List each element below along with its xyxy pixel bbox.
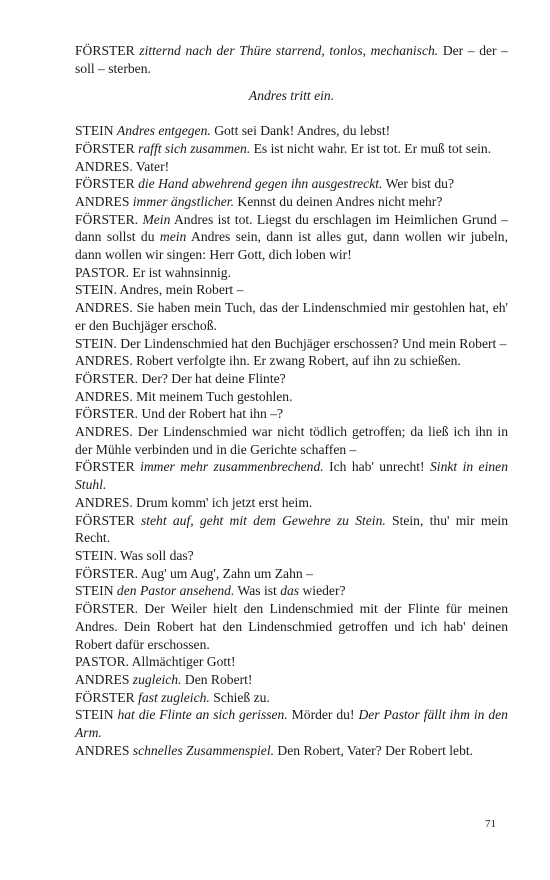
spoken-text: STEIN. Andres, mein Robert – [75,282,244,298]
spoken-text: FÖRSTER [75,459,141,475]
dialogue-line [75,370,508,388]
dialogue-line [75,458,508,493]
stage-direction: immer ängstlicher. [132,193,234,209]
spoken-text: Schieß zu. [209,689,270,705]
spoken-text: FÖRSTER [75,140,139,156]
stage-direction: mein [159,229,187,245]
spoken-text: FÖRSTER [75,689,139,705]
dialogue-line [75,158,508,176]
stage-direction: Mein [142,211,171,227]
spoken-text: FÖRSTER [75,176,139,192]
spoken-text: Was ist [234,583,281,599]
dialogue-line [75,175,508,193]
dialogue-line [75,299,508,334]
spoken-text: STEIN [75,123,117,139]
dialogue-line [75,689,508,707]
spoken-text: wieder? [299,583,346,599]
spoken-text: Gott sei Dank! Andres, du lebst! [210,123,391,139]
stage-direction: steht auf, geht mit dem Gewehre zu Stein. [140,512,386,528]
stage-direction: das [280,583,300,599]
spoken-text: FÖRSTER. Der Weiler hielt den Lindenschmied mit der Flinte für meinen Andres. Dein Robert hat den Lindenschmied getroffen und ich hab' deinen Robert dafür erschossen. [75,601,508,652]
dialogue-line [75,742,508,760]
spoken-text: Andres ist tot. Liegst du erschlagen im Heimlichen Grund – dann sollst du [75,211,508,245]
spoken-text: Ich hab' unrecht! [323,459,430,475]
spoken-text: PASTOR. Allmächtiger Gott! [75,654,236,670]
spoken-text: FÖRSTER. Der? Der hat deine Flinte? [75,370,286,386]
dialogue-line [75,352,508,370]
spoken-text: STEIN. Der Lindenschmied hat den Buchjäger erschossen? Und mein Robert – [75,335,507,351]
stage-direction: rafft sich zusammen. [138,140,251,156]
spoken-text: STEIN. Was soll das? [75,547,194,563]
dialogue-line [75,335,508,353]
spoken-text: Den Robert! [181,671,253,687]
spoken-text: FÖRSTER [75,43,140,58]
spoken-text: FÖRSTER. Aug' um Aug', Zahn um Zahn – [75,565,313,581]
spoken-text: FÖRSTER. [75,211,143,227]
spoken-text: Stein, thu' mir mein Recht. [75,512,508,546]
dialogue-line [75,193,508,211]
dialogue-line [75,600,508,653]
dialogue-line [75,494,508,512]
dialogue-line [75,281,508,299]
stage-direction: den Pastor ansehend. [116,583,235,599]
spoken-text: ANDRES [75,193,133,209]
dialogue-line [75,582,508,600]
spoken-text: ANDRES. Vater! [75,158,170,174]
dialogue-line [75,547,508,565]
spoken-text: ANDRES. Der Lindenschmied war nicht tödlich getroffen; da ließ ich ihn in der Mühle verbinden und in die Gerichte schaffen – [75,424,508,457]
spoken-text: Mörder du! [287,707,359,723]
stage-direction-center: Andres tritt ein. [248,88,335,104]
spoken-text: ANDRES. Robert verfolgte ihn. Er zwang Robert, auf ihn zu schießen. [75,353,461,369]
spoken-text: ANDRES [75,671,133,687]
dialogue-line [75,140,508,158]
stage-direction: zugleich. [132,671,182,687]
spoken-text: ANDRES. Drum komm' ich jetzt erst heim. [75,494,313,510]
spoken-text: Kennst du deinen Andres nicht mehr? [233,193,443,209]
spoken-text: FÖRSTER. Und der Robert hat ihn –? [75,406,284,422]
spoken-text: STEIN [75,707,118,723]
spoken-text: FÖRSTER [75,512,141,528]
dialogue-line [75,706,508,741]
dialogue-line [75,671,508,689]
dialogue-line [75,423,508,458]
spoken-text: ANDRES [75,742,133,758]
page-body [75,42,508,759]
page-number: 71 [485,818,496,830]
dialogue-line [75,405,508,423]
spoken-text: ANDRES. Sie haben mein Tuch, das der Lindenschmied mir gestohlen hat, eh' er den Buchjäger erschoß. [75,300,508,333]
stage-direction: Andres entgegen. [116,123,211,139]
dialogue-line [75,565,508,583]
dialogue-line [75,512,508,547]
stage-direction: schnelles Zusammenspiel. [132,742,274,758]
stage-direction: Der Pastor fällt ihm in den Arm. [75,707,508,741]
spoken-text: Es ist nicht wahr. Er ist tot. Er muß tot sein. [250,140,492,156]
stage-direction: fast zugleich. [138,689,210,705]
spoken-text: Der – der – soll – sterben. [75,43,508,76]
spoken-text: Wer bist du? [382,176,454,192]
stage-direction: immer mehr zusammenbrechend. [140,459,324,475]
stage-direction: Sinkt in einen Stuhl. [75,459,508,493]
dialogue-line [75,122,508,140]
dialogue-line [75,388,508,406]
spoken-text: STEIN [75,583,117,599]
stage-direction: hat die Flinte an sich gerissen. [117,707,288,723]
spoken-text: ANDRES. Mit meinem Tuch gestohlen. [75,388,293,404]
stage-direction: zitternd nach der Thüre starrend, tonlos, mechanisch. [139,43,439,58]
spoken-text: Den Robert, Vater? Der Robert lebt. [274,742,474,758]
spoken-text: Andres sein, dann ist alles gut, dann wollen wir jubeln, dann wollen wir singen: Herr Gott, dich loben wir! [75,229,508,263]
dialogue-line [75,211,508,264]
dialogue-line [75,42,508,77]
dialogue-line [75,264,508,282]
dialogue-line [75,653,508,671]
stage-direction: die Hand abwehrend gegen ihn ausgestreckt. [138,176,383,192]
spoken-text: PASTOR. Er ist wahnsinnig. [75,264,231,280]
